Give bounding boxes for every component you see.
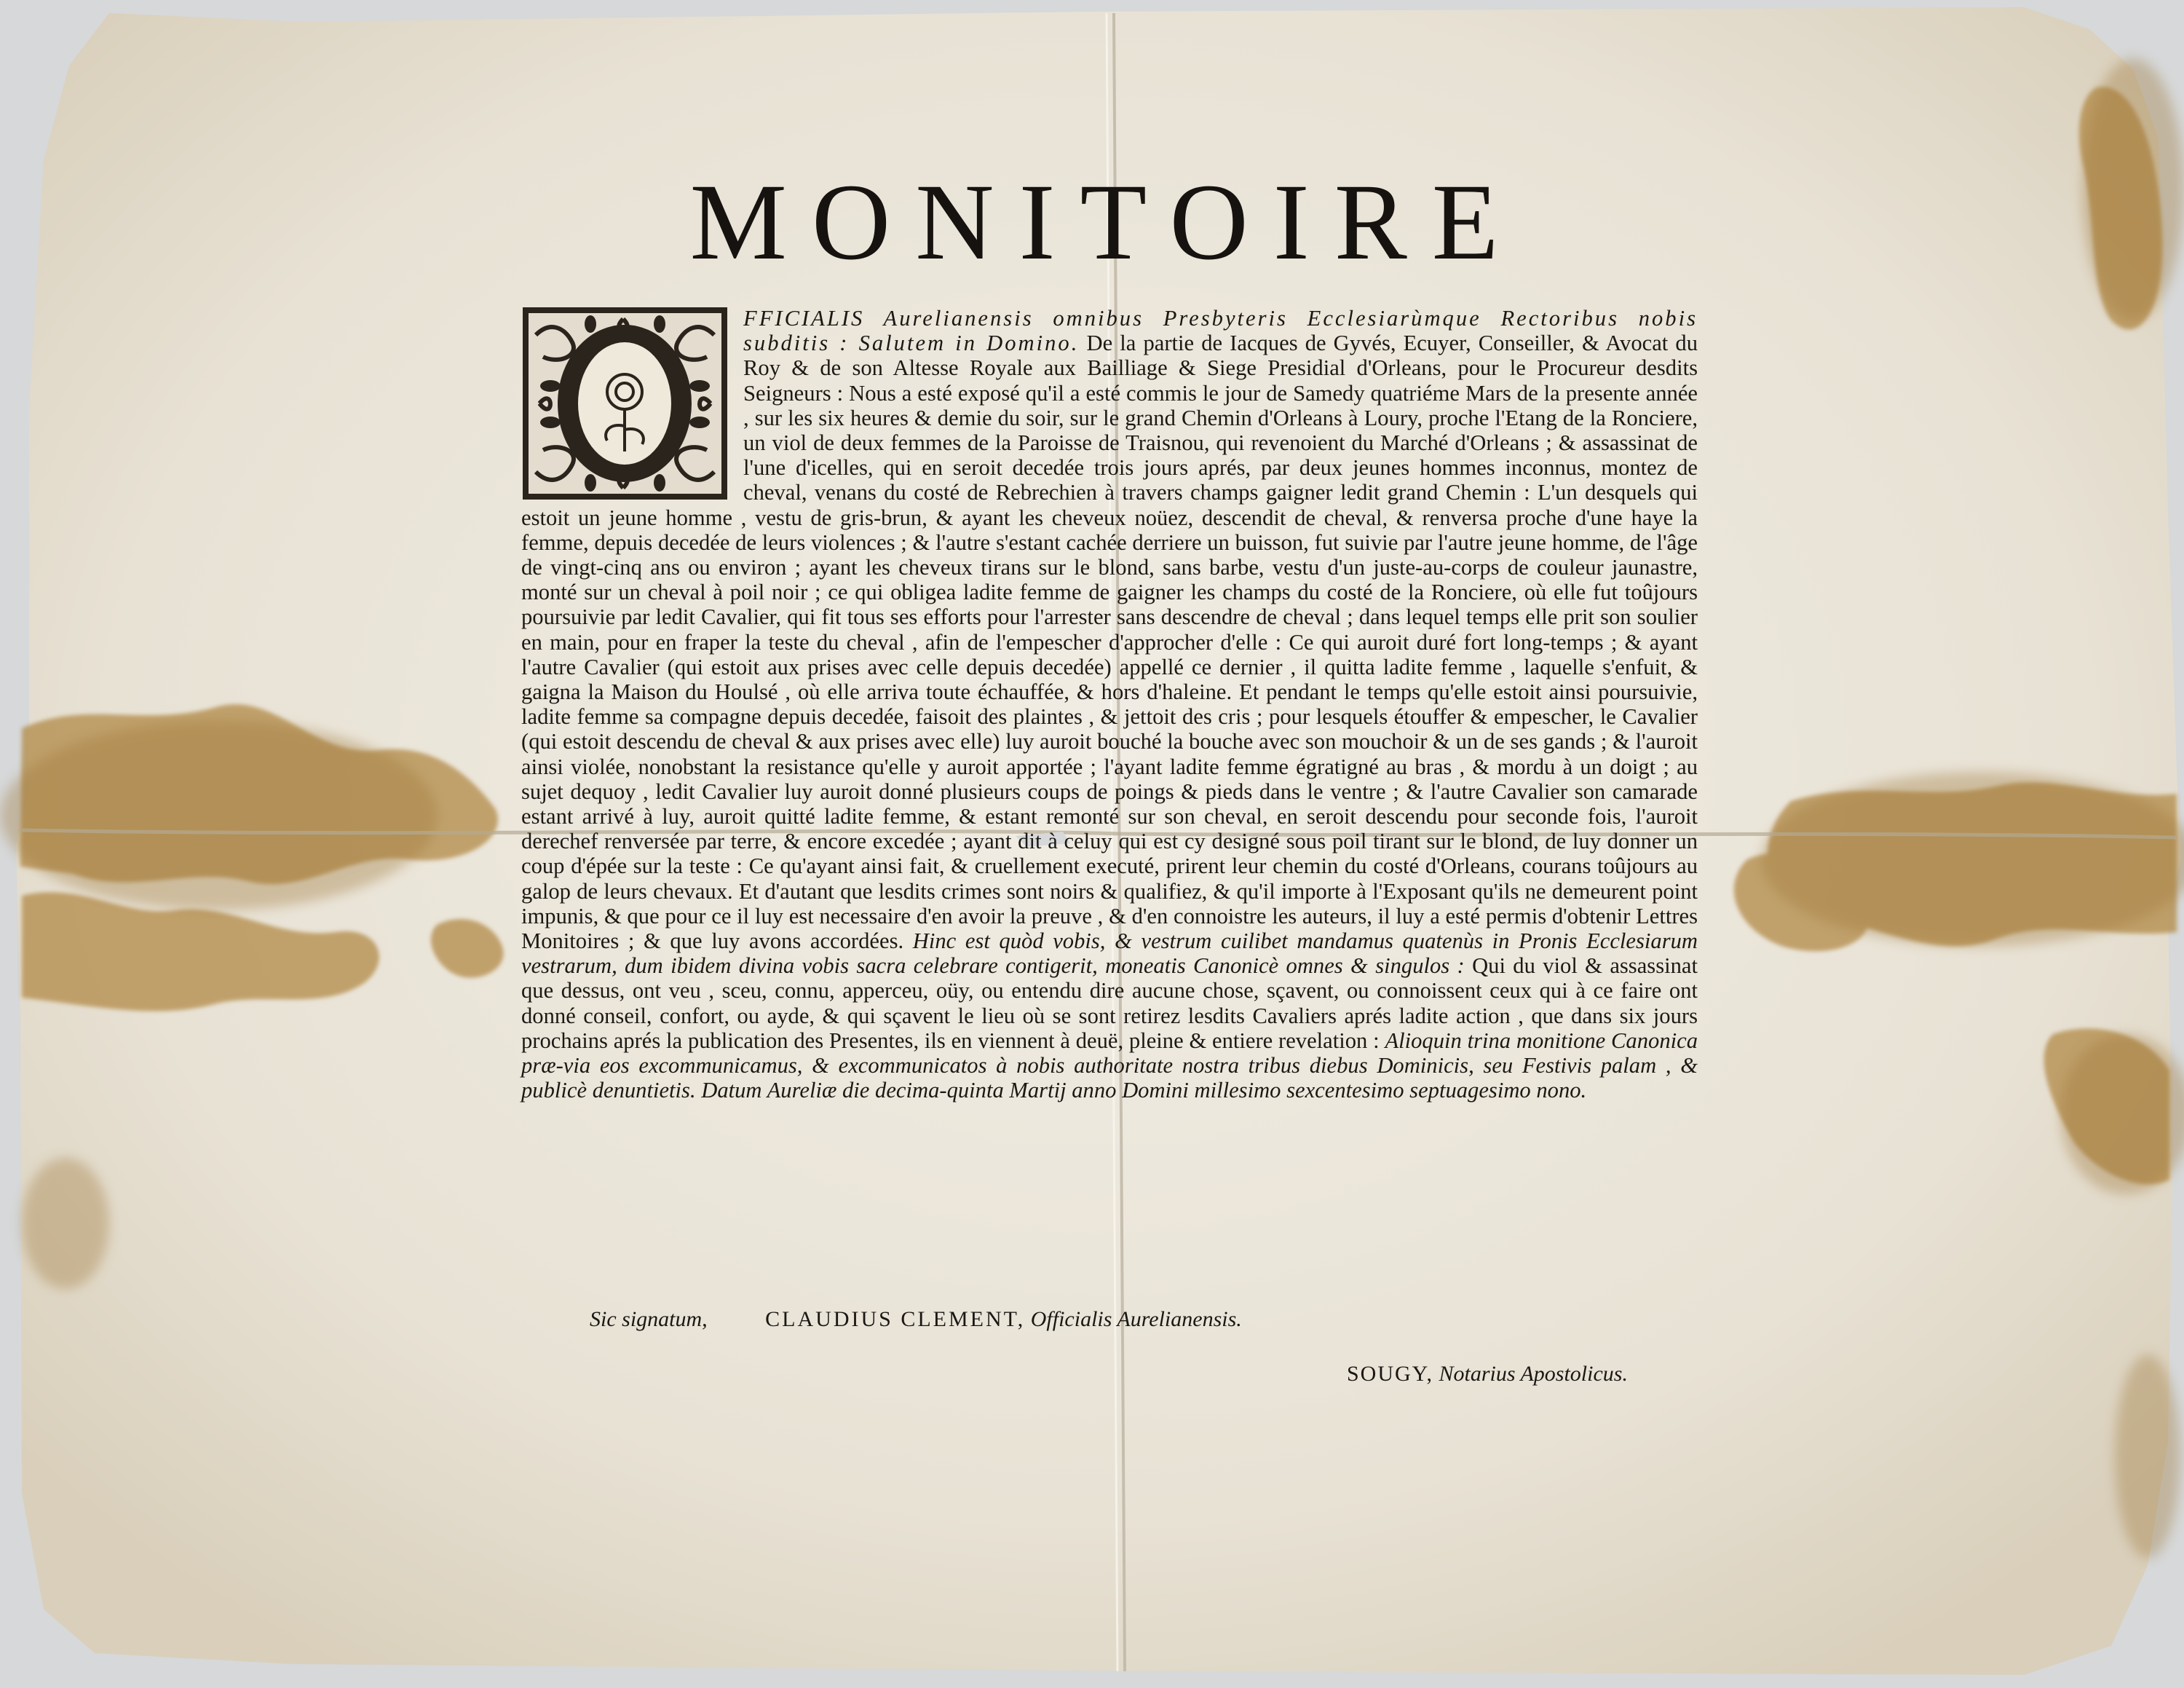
french-body-text: De la partie de Iacques de Gyvés, Ecuyer, Conseiller, & Avocat du Roy & de son Altesse Royale aux Bailliage & Siege Presidial d'Orleans, pour le Procureur desdits Seigneurs : Nous a esté exposé qu'il a esté commis le jour de Samedy quatriéme Mars de la presente année , sur les six heures & demie du soir, sur le grand Chemin d'Orleans à Loury, proche l'Etang de la Ronciere, un viol de deux femmes de la Paroisse de Traisnou, qui revenoient du Marché d'Orleans ; & assassinat de l'une d'icelles, qui en seroit decedée trois jours aprés, par deux jeunes hommes inconnus, montez de cheval, venans du costé de Rebrechien à travers champs gaigner ledit grand Chemin : L'un desquels qui estoit un jeune homme , vestu de gris-brun, & ayant les cheveux noüez, descendit de cheval, & renversa proche d'une haye la femme, depuis decedée de leurs violences ; & l'autre s'estant cachée derriere un buisson, fut suivie par l'autre jeune homme, de l'âge de vingt-cinq ans ou environ ; ayant les cheveux tirans sur le blond, sans barbe, vestu d'un juste-au-corps de couleur jaunastre, monté sur un cheval à poil noir ; ce qui obligea ladite femme de gaigner les champs du costé de la Ronciere, où elle fut toûjours poursuivie par ledit Cavalier, qui fit tous ses efforts pour l'arrester sans descendre de cheval ; dans lequel temps elle prit son soulier en main, pour en fraper la teste du cheval , afin de l'empescher d'approcher d'elle : Ce qui auroit duré fort long-temps ; & ayant l'autre Cavalier (qui estoit aux prises avec celle depuis decedée) appellé ce dernier , il quitta ladite femme , laquelle s'enfuit, & gaigna la Maison du Houlsé , où elle arriva toute échauffée, & hors d'haleine. Et pendant le temps qu'elle estoit ainsi poursuivie, ladite femme sa compagne depuis decedée, faisoit des plaintes , & jettoit des cris ; pour lesquels étouffer & empescher, le Cavalier (qui estoit descendu de cheval & aux prises avec elle) luy auroit bouché la bouche avec son mouchoir & un de ses gands ; & l'auroit ainsi violée, nonobstant la resistance qu'elle y auroit apportée ; l'ayant ladite femme égratigné au bras , & mordu à un doigt ; au sujet dequoy , ledit Cavalier luy auroit donné plusieurs coups de poings & pieds dans le ventre ; & l'autre Cavalier son camarade estant arrivé à luy, auroit quitté ladite femme, & estant remonté sur son cheval, en seroit descendu pour seconde fois, l'auroit derechef renversée par terre, & encore excedée ; ayant dit à celuy qui est cy designé sous poil tirant sur le blond, de luy donner un coup d'épée sur la teste : Ce qu'ayant ainsi fait, & cruellement executé, prirent leur chemin du costé d'Orleans, courans toûjours au galop de leurs chevaux. Et d'autant que lesdits crimes sont noirs & qualifiez, & qu'il importe à l'Exposant qu'ils ne demeurent point impunis, & que pour ce il luy est necessaire d'en avoir la preuve , & d'en connoistre les auteurs, il luy a esté permis d'obtenir Lettres Monitoires ; & que luy avons accordées. [521,331,1698,954]
latin-mandate: Hinc est quòd vobis, & vestrum cuilibet mandamus quatenùs in Pronis Ecclesiarum vestrarum, dum ibidem divina vobis sacra celebrare contigerit, moneatis Canonicè omnes & singulos : [521,928,1698,979]
notary-role: Notarius Apostolicus. [1439,1362,1628,1386]
signature-prefix: Sic signatum, [590,1307,708,1331]
notary-line [1347,1362,1628,1387]
french-body-text-2: Qui du viol & assassinat que dessus, ont veu , sceu, connu, apperceu, oüy, ou entendu dire aucune chose, sçavent, ou connoissent ceux qui à ce faire ont donné conseil, confort, ou ayde, & qui sçavent le lieu où se sont retirez lesdits Cavaliers aprés ladite action , que dans six jours prochains aprés la publication des Presentes, ils en viennent à deuë, pleine & entiere revelation : [521,953,1698,1053]
latin-salutation: FFICIALIS Aurelianensis omnibus Presbyteris Ecclesiarùmque Rectoribus nobis subditis : Salutem in Domino. [743,306,1698,356]
signature-line [590,1307,1754,1332]
notary-name: SOUGY, [1347,1362,1433,1386]
signatory-name: CLAUDIUS CLEMENT, [765,1307,1026,1331]
monitoire-body [521,306,1698,1103]
decorated-initial-o-icon [521,306,729,501]
document-title: MONITOIRE [689,162,1524,283]
signatory-role: Officialis Aurelianensis. [1030,1307,1242,1331]
latin-closing: Alioquin trina monitione Canonica præ-via eos excommunicamus, & excommunicatos à nobis authoritate nostra tribus diebus Dominicis, seu Festivis palam , & publicè denuntietis. Datum Aureliæ die decima-quinta Martij anno Domini millesimo sexcentesimo septuagesimo nono. [521,1028,1698,1103]
